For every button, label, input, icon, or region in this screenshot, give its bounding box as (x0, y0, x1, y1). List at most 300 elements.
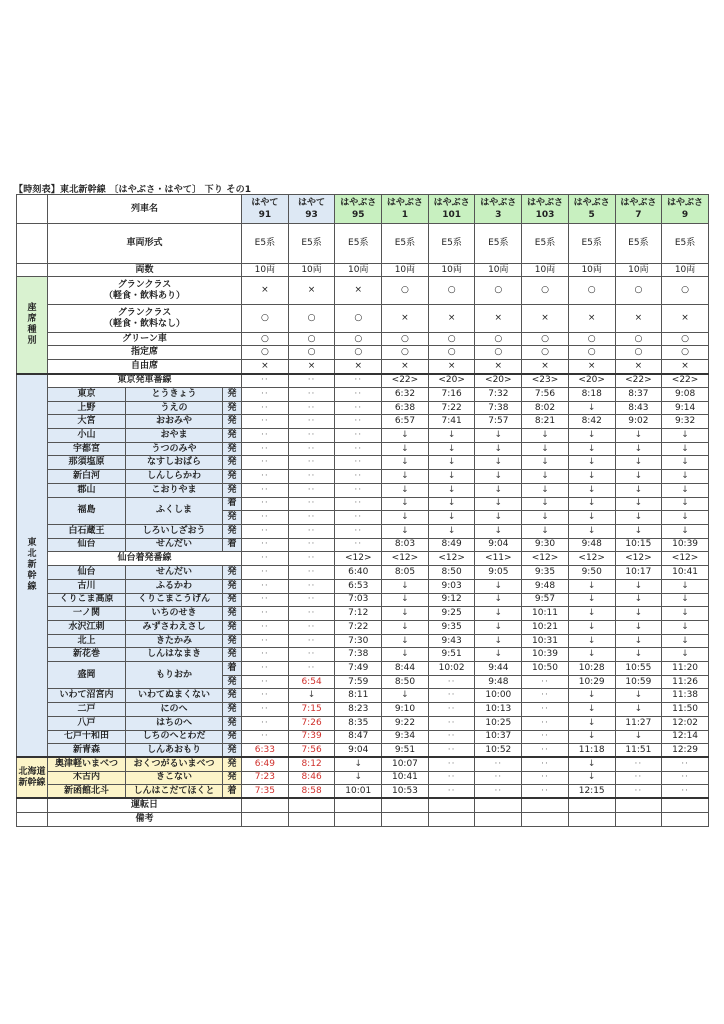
time-cell: ↓ (475, 634, 522, 648)
seat-availability: ○ (662, 333, 709, 346)
track-number: ·· (288, 374, 335, 388)
remarks-label: 備考 (48, 812, 242, 826)
empty-cell (475, 798, 522, 812)
train-number: 5 (588, 210, 595, 220)
time-cell: ↓ (382, 524, 429, 538)
time-cell: ↓ (615, 730, 662, 744)
station-name: 水沢江刺 (48, 621, 126, 635)
time-cell: ↓ (615, 634, 662, 648)
seat-availability: ○ (522, 277, 569, 305)
time-cell: ·· (662, 757, 709, 771)
seat-availability: ○ (335, 305, 382, 333)
time-cell: ↓ (662, 593, 709, 607)
station-kana: いわてぬまくない (126, 689, 223, 703)
station-name: 新花巻 (48, 648, 126, 662)
time-cell: ·· (242, 497, 289, 511)
time-cell: ↓ (382, 648, 429, 662)
train-name: はやて (298, 198, 326, 208)
time-cell: ·· (335, 456, 382, 470)
station-name: 大宮 (48, 415, 126, 429)
time-cell: ↓ (615, 429, 662, 443)
time-cell: ↓ (568, 401, 615, 415)
time-cell: ·· (335, 415, 382, 429)
seat-availability: × (428, 305, 475, 333)
station-name: 七戸十和田 (48, 730, 126, 744)
empty-cell (615, 812, 662, 826)
track-number: ·· (335, 374, 382, 388)
time-cell: ·· (242, 538, 289, 552)
time-cell: ·· (522, 757, 569, 771)
station-kana: しちのへとわだ (126, 730, 223, 744)
time-cell: ·· (288, 442, 335, 456)
time-cell: ·· (615, 785, 662, 799)
time-cell: ↓ (428, 483, 475, 497)
track-number: <12> (335, 552, 382, 566)
arrive-depart: 発 (223, 689, 242, 703)
train-name: はやぶさ (433, 198, 470, 208)
time-cell: ·· (335, 497, 382, 511)
station-kana: しんあおもり (126, 744, 223, 758)
arrive-depart: 発 (223, 730, 242, 744)
time-cell: 11:50 (662, 703, 709, 717)
time-cell: ↓ (475, 511, 522, 525)
car-type-value: E5系 (568, 224, 615, 264)
seat-availability: × (662, 360, 709, 374)
time-cell: ↓ (662, 607, 709, 621)
arrive-depart: 発 (223, 771, 242, 785)
track-number: <20> (475, 374, 522, 388)
time-cell: 10:41 (662, 566, 709, 580)
station-kana: しんしらかわ (126, 470, 223, 484)
time-cell: ↓ (428, 429, 475, 443)
time-cell: ·· (662, 785, 709, 799)
station-kana: なすしおばら (126, 456, 223, 470)
time-cell: 7:12 (335, 607, 382, 621)
time-cell: 9:14 (662, 401, 709, 415)
time-cell: ↓ (662, 429, 709, 443)
time-cell: 9:04 (475, 538, 522, 552)
car-type-value: E5系 (288, 224, 335, 264)
seat-availability: × (522, 305, 569, 333)
time-cell: 9:48 (475, 675, 522, 689)
table-row (17, 195, 709, 224)
time-cell: ↓ (568, 621, 615, 635)
time-cell: ·· (522, 744, 569, 758)
car-count-value: 10両 (428, 264, 475, 277)
time-cell: ·· (242, 415, 289, 429)
time-cell: ·· (615, 757, 662, 771)
track-number: <12> (615, 552, 662, 566)
track-number: <22> (615, 374, 662, 388)
blank-cell (17, 798, 48, 812)
seat-availability: × (335, 360, 382, 374)
time-cell: ·· (288, 470, 335, 484)
time-cell: 7:30 (335, 634, 382, 648)
time-cell: ·· (242, 634, 289, 648)
time-cell: ↓ (428, 524, 475, 538)
time-cell: ·· (288, 524, 335, 538)
time-cell: 9:50 (568, 566, 615, 580)
time-cell: ↓ (568, 689, 615, 703)
empty-cell (568, 812, 615, 826)
time-cell: 7:38 (335, 648, 382, 662)
time-cell: ↓ (475, 593, 522, 607)
time-cell: ·· (242, 607, 289, 621)
car-type-value: E5系 (382, 224, 429, 264)
station-name: 一ノ関 (48, 607, 126, 621)
time-cell: 9:48 (522, 579, 569, 593)
time-cell: 9:43 (428, 634, 475, 648)
seat-availability: ○ (522, 333, 569, 346)
time-cell: ·· (288, 511, 335, 525)
time-cell: ·· (428, 785, 475, 799)
time-cell: ↓ (662, 511, 709, 525)
time-cell: ·· (288, 415, 335, 429)
station-name: 白石蔵王 (48, 524, 126, 538)
car-type-value: E5系 (662, 224, 709, 264)
time-cell: 8:05 (382, 566, 429, 580)
empty-cell (382, 798, 429, 812)
time-cell: 11:51 (615, 744, 662, 758)
table-row (17, 648, 709, 662)
seat-availability: ○ (288, 346, 335, 360)
station-kana: いちのせき (126, 607, 223, 621)
time-cell: ↓ (382, 511, 429, 525)
time-cell: 8:50 (428, 566, 475, 580)
time-cell: ↓ (335, 757, 382, 771)
time-cell: 10:39 (522, 648, 569, 662)
empty-cell (662, 812, 709, 826)
time-cell: 9:22 (382, 716, 429, 730)
seat-availability: × (568, 360, 615, 374)
seat-availability: ○ (288, 305, 335, 333)
time-cell: ↓ (615, 497, 662, 511)
seat-availability: ○ (242, 305, 289, 333)
arrive-depart: 発 (223, 456, 242, 470)
time-cell: ↓ (568, 511, 615, 525)
time-cell: ·· (335, 401, 382, 415)
car-type-value: E5系 (615, 224, 662, 264)
time-cell: ↓ (475, 429, 522, 443)
time-cell: ↓ (382, 621, 429, 635)
car-count-value: 10両 (242, 264, 289, 277)
hokkaido-shinkansen-region: 北海道 新幹線 (17, 757, 48, 798)
time-cell: ↓ (335, 771, 382, 785)
seat-availability: ○ (428, 346, 475, 360)
table-row (17, 798, 709, 812)
time-cell: 7:22 (428, 401, 475, 415)
arrive-depart: 発 (223, 388, 242, 402)
station-name: 新函館北斗 (48, 785, 126, 799)
arrive-depart: 発 (223, 401, 242, 415)
car-type-value: E5系 (242, 224, 289, 264)
time-cell: ·· (335, 470, 382, 484)
seat-availability: ○ (475, 277, 522, 305)
seat-type-label: 指定席 (48, 346, 242, 360)
seat-availability: ○ (615, 333, 662, 346)
station-kana: しろいしざおう (126, 524, 223, 538)
time-cell: 9:57 (522, 593, 569, 607)
car-type-value: E5系 (475, 224, 522, 264)
table-row (17, 264, 709, 277)
time-cell: ↓ (615, 648, 662, 662)
time-cell: 8:42 (568, 415, 615, 429)
track-number: <12> (428, 552, 475, 566)
blank-corner (17, 195, 48, 224)
time-cell: 10:29 (568, 675, 615, 689)
train-header (475, 195, 522, 224)
time-cell: ·· (242, 483, 289, 497)
train-name: はやぶさ (340, 198, 377, 208)
seat-availability: ○ (242, 346, 289, 360)
time-cell: 10:28 (568, 662, 615, 676)
station-name: いわて沼宮内 (48, 689, 126, 703)
seat-availability: ○ (428, 277, 475, 305)
car-count-value: 10両 (662, 264, 709, 277)
time-cell: 12:02 (662, 716, 709, 730)
time-cell: ↓ (475, 442, 522, 456)
time-cell: ·· (428, 716, 475, 730)
time-cell: 6:54 (288, 675, 335, 689)
time-cell: ↓ (662, 524, 709, 538)
train-number: 1 (401, 210, 409, 220)
station-kana: うつのみや (126, 442, 223, 456)
track-number: <12> (568, 552, 615, 566)
table-row (17, 566, 709, 580)
table-row (17, 415, 709, 429)
time-cell: 8:58 (288, 785, 335, 799)
station-name: くりこま高原 (48, 593, 126, 607)
time-cell: 6:33 (242, 744, 289, 758)
arrive-depart: 着 (223, 497, 242, 511)
seat-availability: × (242, 277, 289, 305)
time-cell: 10:59 (615, 675, 662, 689)
time-cell: 10:17 (615, 566, 662, 580)
seat-availability: × (382, 305, 429, 333)
time-cell: ·· (428, 757, 475, 771)
time-cell: 12:15 (568, 785, 615, 799)
station-name: 奥津軽いまべつ (48, 757, 126, 771)
time-cell: ↓ (382, 634, 429, 648)
time-cell: 8:50 (382, 675, 429, 689)
train-name: はやぶさ (526, 198, 563, 208)
time-cell: ·· (288, 456, 335, 470)
track-number: <22> (662, 374, 709, 388)
empty-cell (242, 812, 289, 826)
time-cell: ↓ (475, 579, 522, 593)
train-name: はやぶさ (480, 198, 517, 208)
time-cell: 9:35 (522, 566, 569, 580)
time-cell: 9:04 (335, 744, 382, 758)
time-cell: ·· (475, 785, 522, 799)
time-cell: ·· (335, 483, 382, 497)
table-row (17, 703, 709, 717)
arrive-depart: 発 (223, 757, 242, 771)
arrive-depart: 発 (223, 579, 242, 593)
time-cell: 9:51 (382, 744, 429, 758)
empty-cell (335, 798, 382, 812)
table-row (17, 621, 709, 635)
station-name: 宇都宮 (48, 442, 126, 456)
time-cell: ↓ (568, 648, 615, 662)
empty-cell (522, 798, 569, 812)
car-count-value: 10両 (288, 264, 335, 277)
time-cell: 10:55 (615, 662, 662, 676)
seat-type-label: グランクラス （軽食・飲料なし） (48, 305, 242, 333)
time-cell: ↓ (382, 689, 429, 703)
seat-availability: ○ (428, 333, 475, 346)
arrive-depart: 発 (223, 442, 242, 456)
time-cell: 8:35 (335, 716, 382, 730)
time-cell: 7:23 (242, 771, 289, 785)
time-cell: ↓ (615, 470, 662, 484)
time-cell: 9:10 (382, 703, 429, 717)
car-count-value: 10両 (568, 264, 615, 277)
time-cell: ·· (288, 662, 335, 676)
time-cell: ·· (475, 757, 522, 771)
train-number: 93 (305, 210, 318, 220)
time-cell: ·· (288, 593, 335, 607)
time-cell: 8:47 (335, 730, 382, 744)
time-cell: ·· (428, 771, 475, 785)
time-cell: 9:05 (475, 566, 522, 580)
car-count-value: 10両 (335, 264, 382, 277)
time-cell: ↓ (615, 483, 662, 497)
time-cell: 10:21 (522, 621, 569, 635)
time-cell: ·· (242, 662, 289, 676)
time-cell: ↓ (382, 497, 429, 511)
time-cell: ↓ (568, 429, 615, 443)
time-cell: ↓ (662, 648, 709, 662)
station-name: 新白河 (48, 470, 126, 484)
table-row (17, 716, 709, 730)
time-cell: ↓ (615, 456, 662, 470)
time-cell: 8:46 (288, 771, 335, 785)
station-name: 木古内 (48, 771, 126, 785)
time-cell: ↓ (522, 442, 569, 456)
time-cell: ↓ (522, 470, 569, 484)
table-row (17, 579, 709, 593)
table-row (17, 429, 709, 443)
time-cell: ↓ (568, 442, 615, 456)
time-cell: ↓ (475, 470, 522, 484)
empty-cell (662, 798, 709, 812)
empty-cell (335, 812, 382, 826)
arrive-depart: 発 (223, 621, 242, 635)
time-cell: ·· (242, 730, 289, 744)
time-cell: ↓ (475, 648, 522, 662)
time-cell: ↓ (428, 497, 475, 511)
seat-type-label: グリーン車 (48, 333, 242, 346)
time-cell: 9:34 (382, 730, 429, 744)
table-row (17, 470, 709, 484)
time-cell: ·· (522, 675, 569, 689)
time-cell: 8:03 (382, 538, 429, 552)
time-cell: 8:37 (615, 388, 662, 402)
car-count-value: 10両 (615, 264, 662, 277)
time-cell: 10:31 (522, 634, 569, 648)
train-name: はやぶさ (620, 198, 657, 208)
empty-cell (615, 798, 662, 812)
track-number: <20> (568, 374, 615, 388)
empty-cell (382, 812, 429, 826)
time-cell: 7:35 (242, 785, 289, 799)
seat-availability: ○ (568, 277, 615, 305)
time-cell: ↓ (568, 730, 615, 744)
time-cell: ·· (335, 524, 382, 538)
seat-availability: × (288, 277, 335, 305)
time-cell: ·· (428, 675, 475, 689)
train-header (662, 195, 709, 224)
table-row (17, 593, 709, 607)
time-cell: 10:25 (475, 716, 522, 730)
station-name: 八戸 (48, 716, 126, 730)
time-cell: 7:56 (522, 388, 569, 402)
station-name: 新青森 (48, 744, 126, 758)
station-kana: はちのへ (126, 716, 223, 730)
time-cell: ·· (242, 401, 289, 415)
time-cell: 7:49 (335, 662, 382, 676)
time-cell: 10:53 (382, 785, 429, 799)
time-cell: ↓ (615, 593, 662, 607)
time-cell: 7:57 (475, 415, 522, 429)
time-cell: ↓ (662, 442, 709, 456)
arrive-depart: 発 (223, 744, 242, 758)
time-cell: ↓ (662, 497, 709, 511)
seat-type-region: 座 席 種 別 (17, 277, 48, 374)
time-cell: ·· (242, 579, 289, 593)
train-number: 3 (495, 210, 502, 220)
table-row (17, 689, 709, 703)
train-name: はやぶさ (667, 198, 704, 208)
train-header (382, 195, 429, 224)
time-cell: ↓ (428, 470, 475, 484)
table-row (17, 771, 709, 785)
arrive-depart: 発 (223, 483, 242, 497)
time-cell: 6:32 (382, 388, 429, 402)
time-cell: ↓ (475, 524, 522, 538)
station-name: 盛岡 (48, 662, 126, 689)
train-header (288, 195, 335, 224)
time-cell: ↓ (615, 442, 662, 456)
time-cell: 9:30 (522, 538, 569, 552)
time-cell: ·· (242, 648, 289, 662)
time-cell: ·· (242, 621, 289, 635)
arrive-depart: 発 (223, 415, 242, 429)
time-cell: 8:12 (288, 757, 335, 771)
train-header (568, 195, 615, 224)
time-cell: 7:56 (288, 744, 335, 758)
time-cell: 9:03 (428, 579, 475, 593)
time-cell: ·· (335, 511, 382, 525)
station-kana: せんだい (126, 538, 223, 552)
time-cell: ·· (242, 524, 289, 538)
station-kana: おくつがるいまべつ (126, 757, 223, 771)
train-number: 101 (442, 210, 462, 220)
time-cell: ↓ (568, 497, 615, 511)
table-row (17, 730, 709, 744)
time-cell: 8:23 (335, 703, 382, 717)
car-count-value: 10両 (382, 264, 429, 277)
table-row (17, 634, 709, 648)
arrive-depart: 発 (223, 566, 242, 580)
train-header (615, 195, 662, 224)
time-cell: ·· (242, 593, 289, 607)
seat-availability: ○ (242, 333, 289, 346)
time-cell: ·· (428, 689, 475, 703)
time-cell: 10:13 (475, 703, 522, 717)
time-cell: ↓ (522, 524, 569, 538)
